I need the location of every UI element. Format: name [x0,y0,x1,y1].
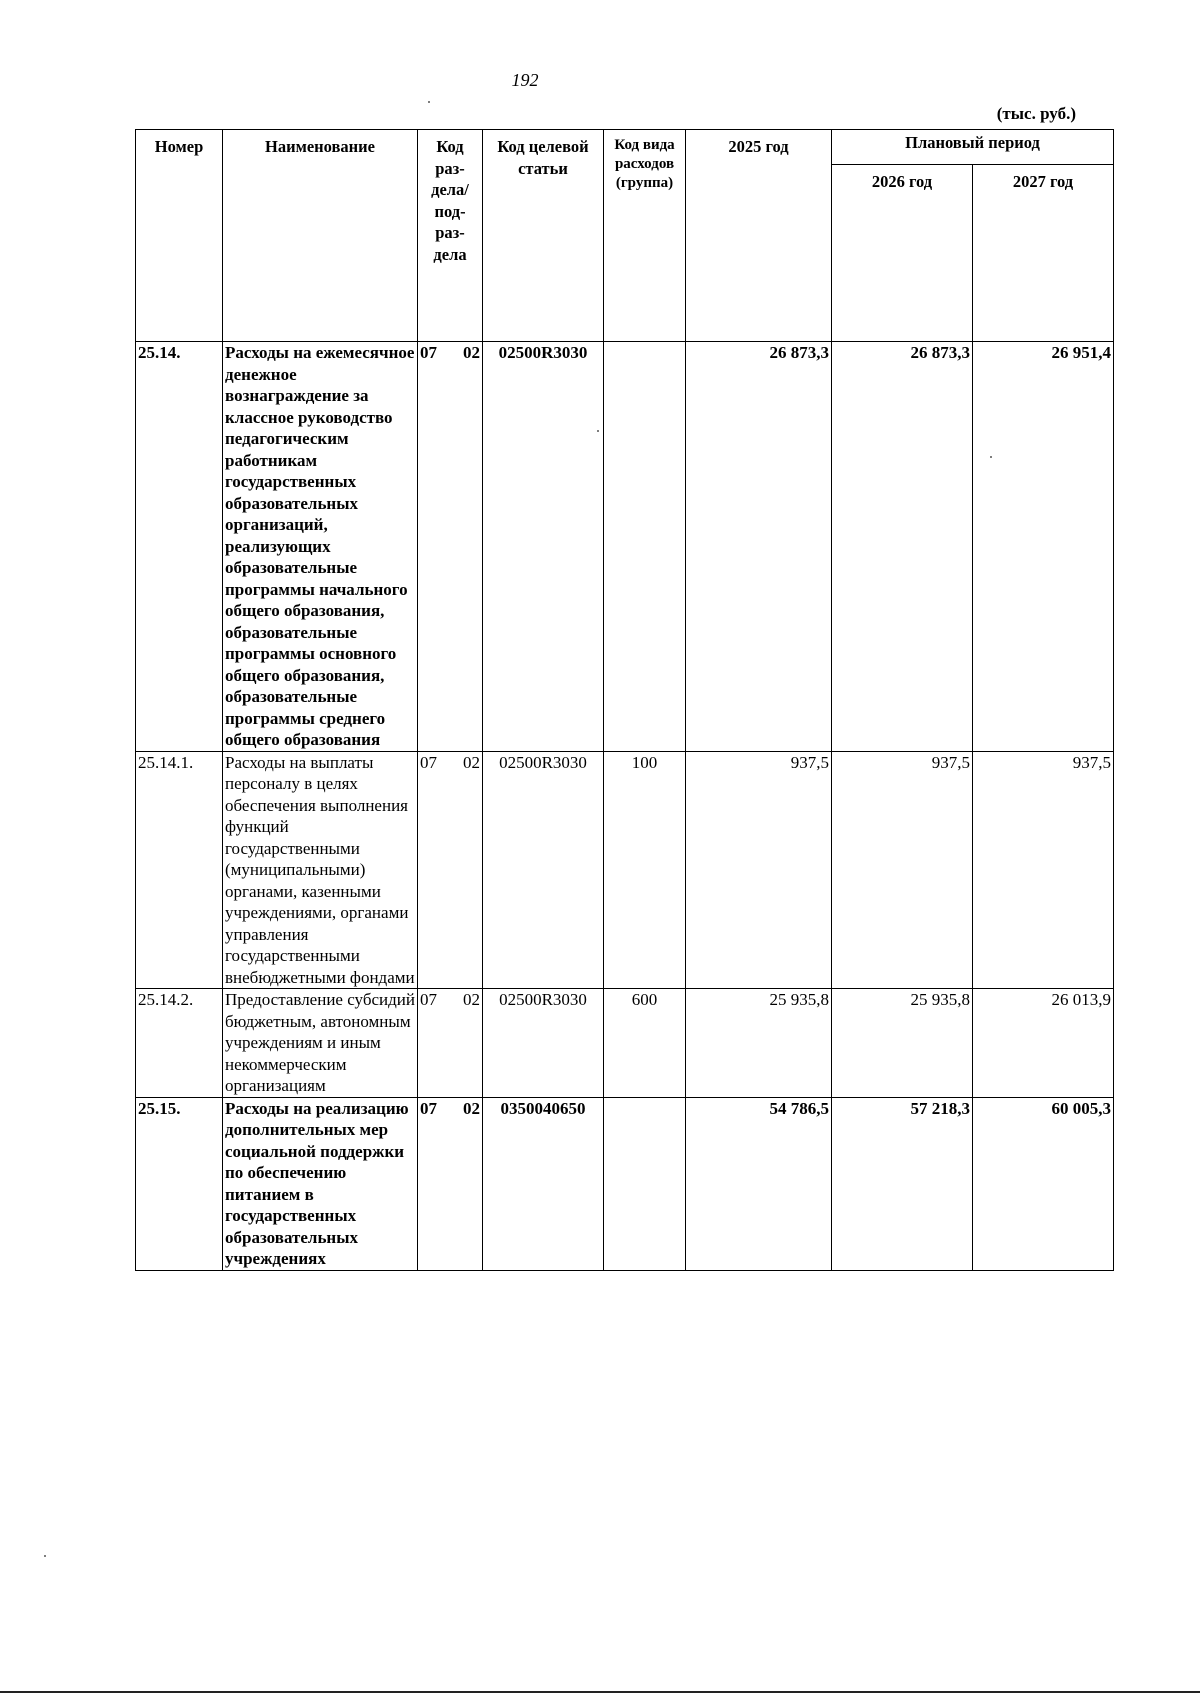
units-label: (тыс. руб.) [996,104,1076,123]
page-number: 192 [511,70,539,90]
header-year-2025: 2025 год [686,130,832,342]
row-amount-2026: 25 935,8 [832,989,973,1098]
row-razdel [418,342,483,752]
header-year-2026: 2026 год [832,165,973,342]
table-row [136,989,1114,1098]
row-amount-2026: 57 218,3 [832,1097,973,1270]
row-amount-2026: 937,5 [832,751,973,989]
header-expense-type: Код вида расходов (группа) [604,130,686,342]
scan-speck [990,456,992,458]
header-planned-period: Плановый период [832,130,1114,165]
header-row-top [136,130,1114,165]
row-target-article: 0350040650 [483,1097,604,1270]
scan-speck [597,430,599,432]
table-row [136,751,1114,989]
budget-table [135,129,1114,1271]
row-pr: 02 [463,752,480,772]
scan-speck [44,1555,46,1557]
row-rz: 07 [420,752,437,772]
header-name: Наименование [223,130,418,342]
row-amount-2027: 26 013,9 [973,989,1114,1098]
row-pr: 02 [463,343,480,362]
row-amount-2026: 26 873,3 [832,342,973,752]
row-name: Расходы на ежемесячное денежное вознаграждение за классное руководство педагогическим работникам государственных образовательных организаций, реализующих образовательные программы начального общего образования, образовательные программы основного общего образования, образовательные программы среднего общего образования [223,342,418,752]
row-number: 25.14. [136,342,223,752]
row-expense-type [604,1097,686,1270]
row-name: Расходы на реализацию дополнительных мер социальной поддержки по обеспечению питанием в государственных образовательных учреждениях [223,1097,418,1270]
row-pr: 02 [463,990,480,1009]
header-target-article: Код целевой статьи [483,130,604,342]
row-rz: 07 [420,1098,437,1118]
header-razdel: Код раз-дела/ под-раз-дела [418,130,483,342]
row-expense-type: 600 [604,989,686,1098]
table-row [136,1097,1114,1270]
row-amount-2025: 26 873,3 [686,342,832,752]
row-number: 25.14.2. [136,989,223,1098]
row-expense-type: 100 [604,751,686,989]
row-number: 25.14.1. [136,751,223,989]
header-year-2027: 2027 год [973,165,1114,342]
row-pr: 02 [463,1098,480,1118]
row-rz: 07 [420,343,437,362]
row-name: Расходы на выплаты персоналу в целях обеспечения выполнения функций государственными (муниципальными) органами, казенными учреждениями, органами управления государственными внебюджетными фондами [223,751,418,989]
row-name: Предоставление субсидий бюджетным, автономным учреждениям и иным некоммерческим организациям [223,989,418,1098]
row-amount-2025: 937,5 [686,751,832,989]
row-number: 25.15. [136,1097,223,1270]
row-amount-2025: 54 786,5 [686,1097,832,1270]
row-rz: 07 [420,990,437,1009]
table-body [136,342,1114,1271]
scan-speck [428,101,430,103]
row-amount-2027: 937,5 [973,751,1114,989]
row-razdel [418,1097,483,1270]
row-razdel [418,751,483,989]
row-target-article: 02500R3030 [483,989,604,1098]
row-razdel [418,989,483,1098]
row-amount-2027: 60 005,3 [973,1097,1114,1270]
row-expense-type [604,342,686,752]
scan-bottom-edge [0,1691,1200,1693]
row-amount-2025: 25 935,8 [686,989,832,1098]
row-target-article: 02500R3030 [483,342,604,752]
row-target-article: 02500R3030 [483,751,604,989]
table-row [136,342,1114,752]
row-amount-2027: 26 951,4 [973,342,1114,752]
header-number: Номер [136,130,223,342]
